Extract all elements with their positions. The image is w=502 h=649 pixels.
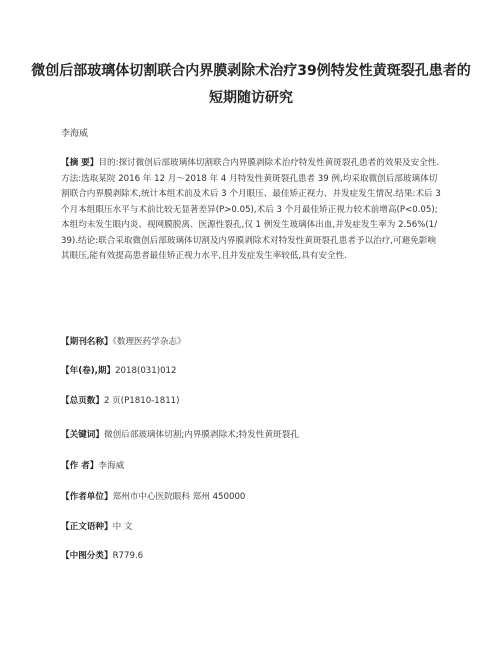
meta-language <box>61 521 133 533</box>
meta-language-label: 【正文语种】 <box>61 522 113 532</box>
meta-volume <box>61 365 176 377</box>
meta-author <box>61 460 124 472</box>
meta-pages-label: 【总页数】 <box>61 396 104 406</box>
meta-pages <box>61 395 180 407</box>
meta-volume-label: 【年(卷),期】 <box>61 366 116 376</box>
meta-clc-label: 【中图分类】 <box>61 551 113 561</box>
meta-keywords <box>61 429 299 441</box>
meta-clc <box>61 550 143 562</box>
meta-unit-value: 郑州市中心医院眼科 郑州 450000 <box>112 492 246 502</box>
meta-pages-value: 2 页(P1810-1811) <box>103 396 180 406</box>
meta-unit-label: 【作者单位】 <box>61 492 113 502</box>
article-title: 微创后部玻璃体切割联合内界膜剥除术治疗39例特发性黄斑裂孔患者的短期随访研究 <box>31 63 471 106</box>
meta-keywords-value: 微创后部玻璃体切割;内界膜剥除术;特发性黄斑裂孔 <box>103 430 299 440</box>
meta-language-value: 中 文 <box>112 522 133 532</box>
abstract-block <box>61 156 442 265</box>
meta-journal-label: 【期刊名称】 <box>61 337 113 347</box>
meta-journal-value: 《数理医药学杂志》 <box>112 337 186 347</box>
meta-volume-value: 2018(031)012 <box>115 366 177 376</box>
meta-unit <box>61 491 245 503</box>
author-line: 李海威 <box>61 129 89 139</box>
meta-clc-value: R779.6 <box>112 551 144 561</box>
meta-keywords-label: 【关键词】 <box>61 430 104 440</box>
meta-author-value: 李海威 <box>98 461 125 471</box>
abstract-label: 【摘 要】 <box>61 158 99 168</box>
meta-author-label: 【作 者】 <box>61 461 99 471</box>
abstract-text: 目的:探讨微创后部玻璃体切割联合内界膜剥除术治疗特发性黄斑裂孔患者的效果及安全性.方法:选取某院 2016 年 12 月～2018 年 4 月特发性黄斑裂孔患者 39 例,均采取微创后部玻璃体切割联合内界膜剥除术,统计本组术前及术后 3 个月眼压、最佳矫正视力、并发症发生情况.结果:术后 3 个月本组眼压水平与术前比较无显著差异(P>0.05),术后 3 个月最佳矫正视力较术前增高(P<0.05);本组均未发生眼内炎、视网膜脱离、医源性裂孔,仅 1 例发生玻璃体出血,并发症发生率为 2.56%(1/39).结论:联合采取微创后部玻璃体切割及内界膜剥除术对特发性黄斑裂孔患者予以治疗,可避免影响其眼压,能有效提高患者最佳矫正视力水平,且并发症发生率较低,具有安全性. <box>61 158 441 262</box>
meta-journal <box>61 336 186 348</box>
